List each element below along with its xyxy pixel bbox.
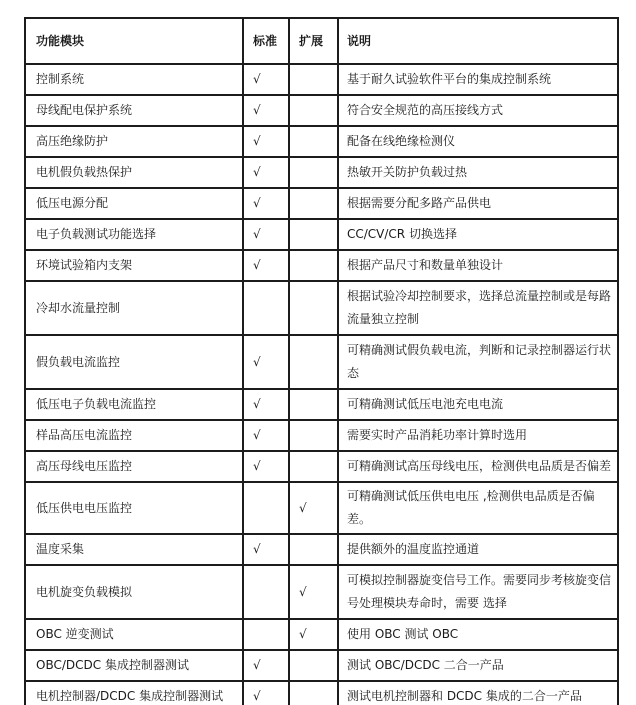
table-row xyxy=(25,281,618,335)
description-cell: 根据产品尺寸和数量单独设计 xyxy=(338,250,618,281)
module-cell: 电机假负载热保护 xyxy=(25,157,243,188)
standard-check-cell: √ xyxy=(243,335,289,389)
table-row xyxy=(25,219,618,250)
column-header-description: 说明 xyxy=(338,18,618,64)
column-header-module: 功能模块 xyxy=(25,18,243,64)
table-row xyxy=(25,565,618,619)
description-cell: 需要实时产品消耗功率计算时选用 xyxy=(338,420,618,451)
module-cell: 低压电子负载电流监控 xyxy=(25,389,243,420)
table-row xyxy=(25,650,618,681)
module-cell: 电机旋变负载模拟 xyxy=(25,565,243,619)
standard-check-cell xyxy=(243,619,289,650)
extended-check-cell xyxy=(289,188,338,219)
extended-check-cell xyxy=(289,335,338,389)
standard-check-cell: √ xyxy=(243,681,289,705)
description-cell: 使用 OBC 测试 OBC xyxy=(338,619,618,650)
table-row xyxy=(25,157,618,188)
table-body xyxy=(25,64,618,705)
extended-check-cell xyxy=(289,389,338,420)
standard-check-cell: √ xyxy=(243,420,289,451)
standard-check-cell: √ xyxy=(243,650,289,681)
standard-check-cell xyxy=(243,565,289,619)
table-header-row xyxy=(25,18,618,64)
extended-check-cell: √ xyxy=(289,619,338,650)
function-module-table xyxy=(24,17,619,705)
description-cell: 配备在线绝缘检测仪 xyxy=(338,126,618,157)
standard-check-cell xyxy=(243,281,289,335)
extended-check-cell xyxy=(289,95,338,126)
description-cell: CC/CV/CR 切换选择 xyxy=(338,219,618,250)
table-row xyxy=(25,451,618,482)
standard-check-cell: √ xyxy=(243,389,289,420)
standard-check-cell: √ xyxy=(243,157,289,188)
column-header-standard: 标准 xyxy=(243,18,289,64)
description-cell: 可模拟控制器旋变信号工作。需要同步考核旋变信号处理模块寿命时，需要 选择 xyxy=(338,565,618,619)
module-cell: 环境试验箱内支架 xyxy=(25,250,243,281)
table-row xyxy=(25,420,618,451)
table-row xyxy=(25,389,618,420)
description-cell: 提供额外的温度监控通道 xyxy=(338,534,618,565)
description-cell: 符合安全规范的高压接线方式 xyxy=(338,95,618,126)
extended-check-cell xyxy=(289,64,338,95)
extended-check-cell: √ xyxy=(289,482,338,534)
module-cell: 高压母线电压监控 xyxy=(25,451,243,482)
description-cell: 可精确测试低压电池充电电流 xyxy=(338,389,618,420)
extended-check-cell xyxy=(289,650,338,681)
module-cell: 低压电源分配 xyxy=(25,188,243,219)
standard-check-cell: √ xyxy=(243,451,289,482)
description-cell: 可精确测试高压母线电压，检测供电品质是否偏差 xyxy=(338,451,618,482)
extended-check-cell xyxy=(289,219,338,250)
module-cell: 高压绝缘防护 xyxy=(25,126,243,157)
table-row xyxy=(25,250,618,281)
module-cell: 电子负载测试功能选择 xyxy=(25,219,243,250)
module-cell: OBC/DCDC 集成控制器测试 xyxy=(25,650,243,681)
standard-check-cell: √ xyxy=(243,188,289,219)
table-row xyxy=(25,335,618,389)
extended-check-cell: √ xyxy=(289,565,338,619)
extended-check-cell xyxy=(289,157,338,188)
description-cell: 根据需要分配多路产品供电 xyxy=(338,188,618,219)
module-cell: 样品高压电流监控 xyxy=(25,420,243,451)
module-cell: 温度采集 xyxy=(25,534,243,565)
standard-check-cell: √ xyxy=(243,534,289,565)
extended-check-cell xyxy=(289,126,338,157)
column-header-extended: 扩展 xyxy=(289,18,338,64)
table-row xyxy=(25,482,618,534)
description-cell: 热敏开关防护负载过热 xyxy=(338,157,618,188)
extended-check-cell xyxy=(289,534,338,565)
table-row xyxy=(25,681,618,705)
extended-check-cell xyxy=(289,451,338,482)
description-cell: 测试电机控制器和 DCDC 集成的二合一产品 xyxy=(338,681,618,705)
module-cell: 低压供电电压监控 xyxy=(25,482,243,534)
module-cell: OBC 逆变测试 xyxy=(25,619,243,650)
table-row xyxy=(25,534,618,565)
module-cell: 电机控制器/DCDC 集成控制器测试 xyxy=(25,681,243,705)
description-cell: 可精确测试假负载电流，判断和记录控制器运行状态 xyxy=(338,335,618,389)
standard-check-cell xyxy=(243,482,289,534)
description-cell: 可精确测试低压供电电压 ,检测供电品质是否偏差。 xyxy=(338,482,618,534)
extended-check-cell xyxy=(289,281,338,335)
table-row xyxy=(25,619,618,650)
table-row xyxy=(25,95,618,126)
description-cell: 基于耐久试验软件平台的集成控制系统 xyxy=(338,64,618,95)
table-row xyxy=(25,188,618,219)
standard-check-cell: √ xyxy=(243,64,289,95)
module-cell: 母线配电保护系统 xyxy=(25,95,243,126)
standard-check-cell: √ xyxy=(243,219,289,250)
module-cell: 假负载电流监控 xyxy=(25,335,243,389)
module-cell: 冷却水流量控制 xyxy=(25,281,243,335)
description-cell: 根据试验冷却控制要求，选择总流量控制或是每路流量独立控制 xyxy=(338,281,618,335)
table-row xyxy=(25,126,618,157)
extended-check-cell xyxy=(289,681,338,705)
standard-check-cell: √ xyxy=(243,95,289,126)
description-cell: 测试 OBC/DCDC 二合一产品 xyxy=(338,650,618,681)
extended-check-cell xyxy=(289,250,338,281)
standard-check-cell: √ xyxy=(243,250,289,281)
extended-check-cell xyxy=(289,420,338,451)
standard-check-cell: √ xyxy=(243,126,289,157)
module-cell: 控制系统 xyxy=(25,64,243,95)
table-row xyxy=(25,64,618,95)
